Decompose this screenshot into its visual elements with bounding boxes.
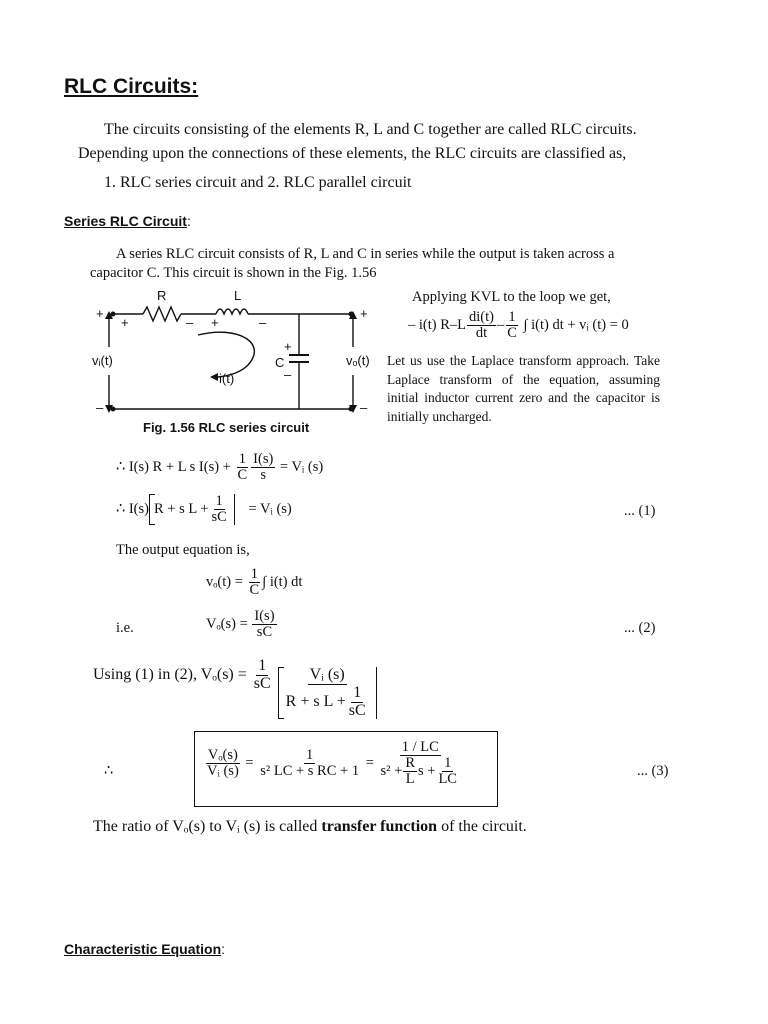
resistor-symbol (143, 307, 181, 321)
heading-colon-2: : (221, 941, 226, 957)
figure-caption: Fig. 1.56 RLC series circuit (143, 420, 310, 435)
equation-3-tag: ... (3) (637, 763, 669, 779)
eq-3-n0: Vₒ(s) (207, 747, 238, 764)
equation-3 (204, 740, 463, 788)
inductor-symbol (216, 309, 248, 314)
eq-1-bracket (149, 494, 235, 525)
equation-1 (116, 494, 292, 525)
equation-3-therefore: ∴ (104, 763, 114, 779)
eq-3-d2b: s + (417, 763, 436, 780)
label-r: R (157, 288, 167, 303)
eq-out-fraction (248, 567, 262, 598)
eq-using-d3: sC (348, 701, 366, 719)
equation-laplace-kvl (116, 452, 323, 483)
eq-3-fraction-2 (379, 740, 462, 788)
transfer-function-sentence (93, 818, 527, 836)
eq-3-eq-2: = (365, 755, 374, 772)
eq-using-bracket (278, 667, 377, 719)
eq-3-d0: Vᵢ (s) (207, 763, 239, 780)
eq-using-d2a: R + s L + (285, 692, 346, 710)
eq-a-d1: C (237, 467, 248, 484)
eq-a-pre: ∴ I(s) R + L s I(s) + (116, 459, 231, 476)
kvl-eq-den-2: C (507, 325, 517, 342)
eq-3-den-2 (379, 756, 462, 787)
eq-3-frac-c (436, 756, 459, 787)
eq-a-n1: 1 (238, 451, 246, 467)
eq-2-n: I(s) (254, 608, 275, 624)
eq-using-pre: Using (1) in (2), Vₒ(s) = (93, 665, 247, 683)
eq-using-d1: sC (253, 674, 271, 692)
equation-output (206, 567, 302, 598)
label-vo: vₒ(t) (346, 353, 370, 368)
eq-3-d2a: s² + (380, 763, 403, 780)
eq-3-cd: LC (438, 771, 457, 788)
eq-3-rd: L (405, 771, 415, 788)
equation-2-ie: i.e. (116, 620, 134, 636)
eq-1-pre: ∴ I(s) (116, 501, 149, 518)
label-plus-r: + (121, 315, 129, 330)
heading-colon: : (186, 213, 191, 229)
label-minus-l: – (259, 315, 267, 330)
kvl-eq-fraction-2 (505, 310, 519, 341)
eq-using-n1: 1 (258, 657, 267, 674)
eq-3-fraction-0 (205, 748, 241, 779)
transfer-pre: The ratio of Vₒ(s) to Vᵢ (s) is called (93, 818, 318, 835)
eq-3-cn: 1 (444, 755, 452, 772)
kvl-eq-part-c: ∫ i(t) dt + vᵢ (t) = 0 (523, 317, 629, 334)
eq-out-d: C (249, 582, 260, 599)
kvl-eq-den-1: dt (475, 325, 488, 342)
kvl-equation (408, 310, 629, 341)
kvl-eq-num-1: di(t) (469, 309, 494, 325)
section-heading-series (64, 213, 191, 229)
eq-using-fraction-1 (252, 658, 273, 693)
eq-out-n: 1 (250, 566, 258, 582)
eq-a-fraction-2 (251, 452, 275, 483)
label-current: i(t) (219, 371, 235, 386)
equation-1-tag: ... (1) (624, 503, 656, 519)
label-minus-r: – (186, 315, 194, 330)
eq-a-fraction-1 (235, 452, 249, 483)
page-title: RLC Circuits: (64, 75, 199, 98)
eq-1-n: 1 (215, 493, 223, 509)
laplace-paragraph: Let us use the Laplace transform approach. Take Laplace transform of the equation, assuming initial inductor current zero and the capacitor is initially uncharged. (387, 353, 660, 424)
label-c: C (275, 355, 285, 370)
intro-line-3: 1. RLC series circuit and 2. RLC parallel circuit (104, 174, 412, 191)
eq-3-rn: R (405, 755, 415, 772)
eq-3-frac-r (403, 756, 417, 787)
eq-using-n3: 1 (353, 683, 362, 701)
eq-out-rhs: ∫ i(t) dt (262, 574, 303, 591)
eq-3-eq-1: = (245, 755, 254, 772)
eq-3-n1: 1 (306, 747, 314, 764)
output-intro: The output equation is, (116, 542, 250, 558)
kvl-eq-part-b: – (496, 317, 505, 334)
eq-using-den (284, 685, 371, 720)
eq-3-fraction-1 (258, 748, 361, 779)
equation-using (93, 658, 377, 719)
series-desc-line-2: capacitor C. This circuit is shown in the Fig. 1.56 (90, 265, 377, 281)
kvl-eq-fraction-1 (467, 310, 496, 341)
transfer-bold: transfer function (321, 818, 438, 835)
equation-2 (206, 609, 278, 640)
eq-1-inner: R + s L + (153, 501, 209, 518)
eq-3-n2: 1 / LC (401, 739, 439, 755)
label-plus-vo: + (360, 306, 368, 321)
label-minus-vo: – (360, 400, 368, 415)
intro-line-1: The circuits consisting of the elements R, L and C together are called RLC circuits. (104, 121, 637, 138)
label-minus-c: – (284, 367, 292, 382)
eq-3-d1: s² LC + s RC + 1 (260, 763, 360, 780)
eq-a-n2: I(s) (253, 451, 274, 467)
transfer-post: of the circuit. (441, 818, 527, 835)
eq-2-lhs: Vₒ(s) = (206, 616, 248, 633)
eq-1-post: = Vᵢ (s) (248, 501, 292, 518)
eq-1-d: sC (211, 509, 227, 526)
eq-a-d2: s (260, 467, 267, 484)
label-plus-c: + (284, 339, 292, 354)
eq-2-d: sC (256, 624, 273, 641)
section-heading-series-text: Series RLC Circuit (64, 213, 187, 229)
label-plus-l: + (211, 315, 219, 330)
label-l: L (234, 288, 242, 303)
eq-using-n2: Vᵢ (s) (309, 665, 345, 683)
kvl-eq-part-a: – i(t) R–L (408, 317, 466, 334)
eq-2-fraction (252, 609, 276, 640)
equation-2-tag: ... (2) (624, 620, 656, 636)
kvl-intro: Applying KVL to the loop we get, (412, 289, 611, 305)
eq-using-fraction-2 (284, 667, 371, 719)
kvl-eq-num-2: 1 (508, 309, 516, 325)
eq-out-lhs: vₒ(t) = (206, 574, 243, 591)
label-plus-vi: + (96, 306, 104, 321)
label-vi: vᵢ(t) (92, 353, 113, 368)
eq-using-fraction-3 (347, 685, 368, 720)
series-desc-line-1: A series RLC circuit consists of R, L and C in series while the output is taken across a (116, 246, 615, 262)
eq-1-fraction (209, 494, 228, 525)
label-minus-vi: – (96, 400, 104, 415)
intro-line-2: Depending upon the connections of these elements, the RLC circuits are classified as, (78, 145, 627, 162)
rlc-series-circuit-diagram (88, 285, 388, 420)
section-heading-characteristic-text: Characteristic Equation (64, 941, 222, 957)
eq-a-post: = Vᵢ (s) (279, 459, 324, 476)
section-heading-characteristic (64, 941, 225, 957)
